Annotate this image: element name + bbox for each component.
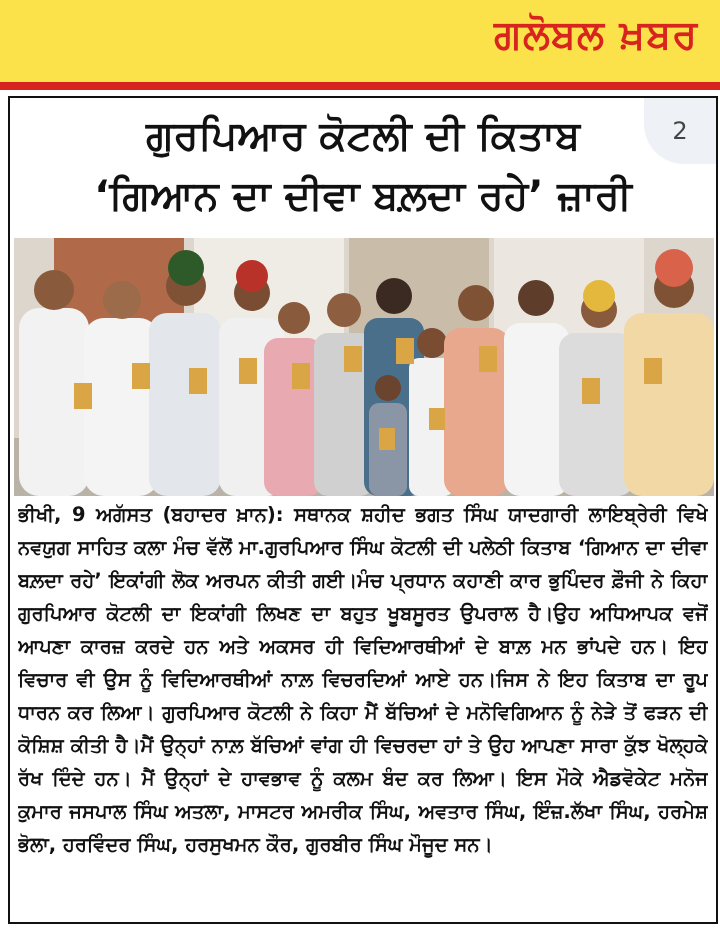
headline-line-1: ਗੁਰਪਿਆਰ ਕੋਟਲੀ ਦੀ ਕਿਤਾਬ bbox=[145, 113, 581, 159]
article-body bbox=[18, 498, 708, 918]
group-photo bbox=[14, 238, 714, 496]
news-clipping bbox=[8, 96, 718, 924]
dateline: ਭੀਖੀ, 9 ਅਗੱਸਤ (ਬਹਾਦਰ ਖ਼ਾਨ): bbox=[18, 503, 284, 526]
masthead-divider bbox=[0, 82, 720, 90]
headline bbox=[10, 106, 716, 226]
masthead bbox=[0, 0, 720, 82]
page-number: 2 bbox=[672, 117, 688, 145]
body-text: ਸਥਾਨਕ ਸ਼ਹੀਦ ਭਗਤ ਸਿੰਘ ਯਾਦਗਾਰੀ ਲਾਇਬ੍ਰੇਰੀ ਵਿਖੇ ਨਵਯੁਗ ਸਾਹਿਤ ਕਲਾ ਮੰਚ ਵੱਲੋਂ ਮਾ.ਗੁਰਪਿਆਰ ਸਿੰਘ ਕੋਟਲੀ ਦੀ ਪਲੇਠੀ ਕਿਤਾਬ ‘ਗਿਆਨ ਦਾ ਦੀਵਾ ਬਲ਼ਦਾ ਰਹੇ’ ਇਕਾਂਗੀ ਲੋਕ ਅਰਪਨ ਕੀਤੀ ਗਈ।ਮੰਚ ਪ੍ਰਧਾਨ ਕਹਾਣੀ ਕਾਰ ਭੁਪਿੰਦਰ ਫ਼ੌਜੀ ਨੇ ਕਿਹਾ ਗੁਰਪਿਆਰ ਕੋਟਲੀ ਦਾ ਇਕਾਂਗੀ ਲਿਖਣ ਦਾ ਬਹੁਤ ਖੂਬਸੂਰਤ ਉਪਰਾਲ ਹੈ।ਉਹ ਅਧਿਆਪਕ ਵਜੋਂ ਆਪਣਾ ਕਾਰਜ਼ ਕਰਦੇ ਹਨ ਅਤੇ ਅਕਸਰ ਹੀ ਵਿਦਿਆਰਥੀਆਂ ਦੇ ਬਾਲ਼ ਮਨ ਭਾਂਪਦੇ ਹਨ। ਇਹ ਵਿਚਾਰ ਵੀ ਉਸ ਨੂੰ ਵਿਦਿਆਰਥੀਆਂ ਨਾਲ਼ ਵਿਚਰਦਿਆਂ ਆਏ ਹਨ।ਜਿਸ ਨੇ ਇਹ ਕਿਤਾਬ ਦਾ ਰੂਪ ਧਾਰਨ ਕਰ ਲਿਆ। ਗੁਰਪਿਆਰ ਕੋਟਲੀ ਨੇ ਕਿਹਾ ਮੈਂ ਬੱਚਿਆਂ ਦੇ ਮਨੋਵਿਗਿਆਨ ਨੂੰ ਨੇੜੇ ਤੋਂ ਫੜਨ ਦੀ ਕੋਸ਼ਿਸ਼ ਕੀਤੀ ਹੈ।ਮੈਂ ਉਨ੍ਹਾਂ ਨਾਲ਼ ਬੱਚਿਆਂ ਵਾਂਗ ਹੀ ਵਿਚਰਦਾ ਹਾਂ ਤੇ ਉਹ ਆਪਣਾ ਸਾਰਾ ਕੁੱਝ ਖੋਲ੍ਹਕੇ ਰੱਖ ਦਿੰਦੇ ਹਨ। ਮੈਂ ਉਨ੍ਹਾਂ ਦੇ ਹਾਵਭਾਵ ਨੂੰ ਕਲਮ ਬੰਦ ਕਰ ਲਿਆ। ਇਸ ਮੌਕੇ ਐਡਵੋਕੇਟ ਮਨੋਜ ਕੁਮਾਰ ਜਸਪਾਲ ਸਿੰਘ ਅਤਲਾ, ਮਾਸਟਰ ਅਮਰੀਕ ਸਿੰਘ, ਅਵਤਾਰ ਸਿੰਘ, ਇੰਜ਼.ਲੱਖਾ ਸਿੰਘ, ਹਰਮੇਸ਼ ਭੋਲਾ, ਹਰਵਿੰਦਰ ਸਿੰਘ, ਹਰਸੁਖਮਨ ਕੌਰ, ਗੁਰਬੀਰ ਸਿੰਘ ਮੌਜੂਦ ਸਨ। bbox=[18, 503, 708, 856]
brand-title: ਗਲੋਬਲ ਖ਼ਬਰ bbox=[493, 12, 698, 58]
headline-line-2: ‘ਗਿਆਨ ਦਾ ਦੀਵਾ ਬਲ਼ਦਾ ਰਹੇ’ ਜ਼ਾਰੀ bbox=[94, 173, 632, 219]
